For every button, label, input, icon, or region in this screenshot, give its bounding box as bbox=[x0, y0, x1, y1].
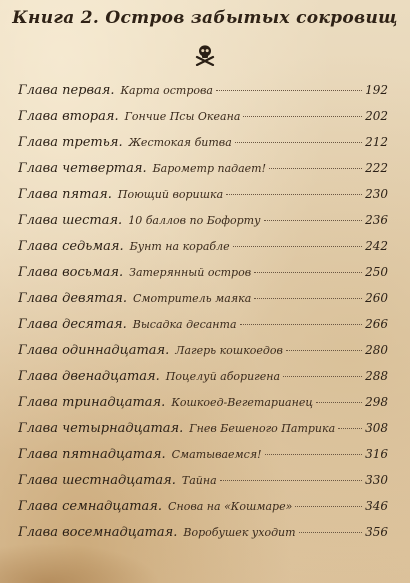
page-number: 236 bbox=[365, 213, 388, 227]
dot-leader bbox=[243, 116, 362, 117]
page-number: 266 bbox=[365, 317, 388, 331]
page-number: 308 bbox=[365, 421, 388, 435]
dot-leader bbox=[295, 506, 362, 507]
page-number: 202 bbox=[365, 109, 388, 123]
toc-entry bbox=[18, 447, 388, 473]
page-number: 330 bbox=[365, 473, 388, 487]
dot-leader bbox=[299, 532, 363, 533]
toc-entry bbox=[18, 83, 388, 109]
chapter-label: Глава двенадцатая. bbox=[18, 369, 160, 384]
dot-leader bbox=[265, 454, 363, 455]
dot-leader bbox=[316, 402, 362, 403]
page-number: 222 bbox=[365, 161, 388, 175]
page-number: 356 bbox=[365, 525, 388, 539]
dot-leader bbox=[283, 376, 362, 377]
dot-leader bbox=[338, 428, 362, 429]
chapter-label: Глава десятая. bbox=[18, 317, 127, 332]
chapter-label: Глава вторая. bbox=[18, 109, 119, 124]
chapter-label: Глава шестнадцатая. bbox=[18, 473, 176, 488]
toc-entry bbox=[18, 239, 388, 265]
page-number: 192 bbox=[365, 83, 388, 97]
chapter-label: Глава пятая. bbox=[18, 187, 112, 202]
chapter-title: Бунт на корабле bbox=[129, 240, 230, 253]
chapter-label: Глава восемнадцатая. bbox=[18, 525, 178, 540]
toc-entry bbox=[18, 473, 388, 499]
chapter-title: Жестокая битва bbox=[128, 136, 232, 149]
page-number: 230 bbox=[365, 187, 388, 201]
toc-entry bbox=[18, 395, 388, 421]
toc-entry bbox=[18, 109, 388, 135]
dot-leader bbox=[264, 220, 363, 221]
dot-leader bbox=[220, 480, 362, 481]
chapter-label: Глава тринадцатая. bbox=[18, 395, 166, 410]
chapter-label: Глава седьмая. bbox=[18, 239, 124, 254]
skull-crossbones-icon bbox=[193, 42, 217, 66]
chapter-label: Глава девятая. bbox=[18, 291, 128, 306]
chapter-title: Тайна bbox=[181, 474, 217, 487]
chapter-title: Лагерь кошкоедов bbox=[175, 344, 283, 357]
chapter-title: Гнев Бешеного Патрика bbox=[189, 422, 336, 435]
dot-leader bbox=[235, 142, 362, 143]
toc-entry bbox=[18, 187, 388, 213]
chapter-title: Сматываемся! bbox=[171, 448, 262, 461]
page-number: 346 bbox=[365, 499, 388, 513]
page-number: 260 bbox=[365, 291, 388, 305]
chapter-title: Поцелуй аборигена bbox=[165, 370, 281, 383]
chapter-title: Снова на «Кошмаре» bbox=[168, 500, 293, 513]
toc-entry bbox=[18, 499, 388, 525]
chapter-label: Глава шестая. bbox=[18, 213, 123, 228]
chapter-title: Карта острова bbox=[120, 84, 213, 97]
chapter-title: Гончие Псы Океана bbox=[124, 110, 241, 123]
chapter-label: Глава четвертая. bbox=[18, 161, 147, 176]
toc-entry bbox=[18, 291, 388, 317]
toc-entry bbox=[18, 369, 388, 395]
toc-entry bbox=[18, 317, 388, 343]
page-number: 280 bbox=[365, 343, 388, 357]
chapter-title: Воробушек уходит bbox=[183, 526, 296, 539]
chapter-title: 10 баллов по Бофорту bbox=[128, 214, 261, 227]
page-number: 316 bbox=[365, 447, 388, 461]
chapter-label: Глава одиннадцатая. bbox=[18, 343, 170, 358]
chapter-label: Глава первая. bbox=[18, 83, 115, 98]
toc-entry bbox=[18, 525, 388, 551]
toc-entry bbox=[18, 213, 388, 239]
toc-entry bbox=[18, 135, 388, 161]
table-of-contents bbox=[18, 83, 388, 551]
chapter-label: Глава третья. bbox=[18, 135, 123, 150]
page-number: 242 bbox=[365, 239, 388, 253]
page-number: 212 bbox=[365, 135, 388, 149]
page-number: 250 bbox=[365, 265, 388, 279]
page-number: 288 bbox=[365, 369, 388, 383]
chapter-title: Затерянный остров bbox=[129, 266, 252, 279]
dot-leader bbox=[240, 324, 363, 325]
page-title: Книга 2. Остров забытых сокровищ bbox=[12, 8, 398, 28]
chapter-title: Кошкоед-Вегетарианец bbox=[171, 396, 314, 409]
page-number: 298 bbox=[365, 395, 388, 409]
toc-entry bbox=[18, 421, 388, 447]
chapter-label: Глава семнадцатая. bbox=[18, 499, 163, 514]
toc-entry bbox=[18, 343, 388, 369]
toc-entry bbox=[18, 161, 388, 187]
dot-leader bbox=[216, 90, 362, 91]
dot-leader bbox=[226, 194, 362, 195]
chapter-title: Барометр падает! bbox=[152, 162, 267, 175]
chapter-title: Высадка десанта bbox=[132, 318, 237, 331]
chapter-label: Глава восьмая. bbox=[18, 265, 124, 280]
dot-leader bbox=[254, 298, 362, 299]
dot-leader bbox=[233, 246, 362, 247]
dot-leader bbox=[286, 350, 362, 351]
dot-leader bbox=[269, 168, 362, 169]
chapter-title: Поющий воришка bbox=[117, 188, 224, 201]
chapter-label: Глава четырнадцатая. bbox=[18, 421, 184, 436]
dot-leader bbox=[254, 272, 362, 273]
chapter-label: Глава пятнадцатая. bbox=[18, 447, 166, 462]
toc-entry bbox=[18, 265, 388, 291]
chapter-title: Смотритель маяка bbox=[133, 292, 252, 305]
